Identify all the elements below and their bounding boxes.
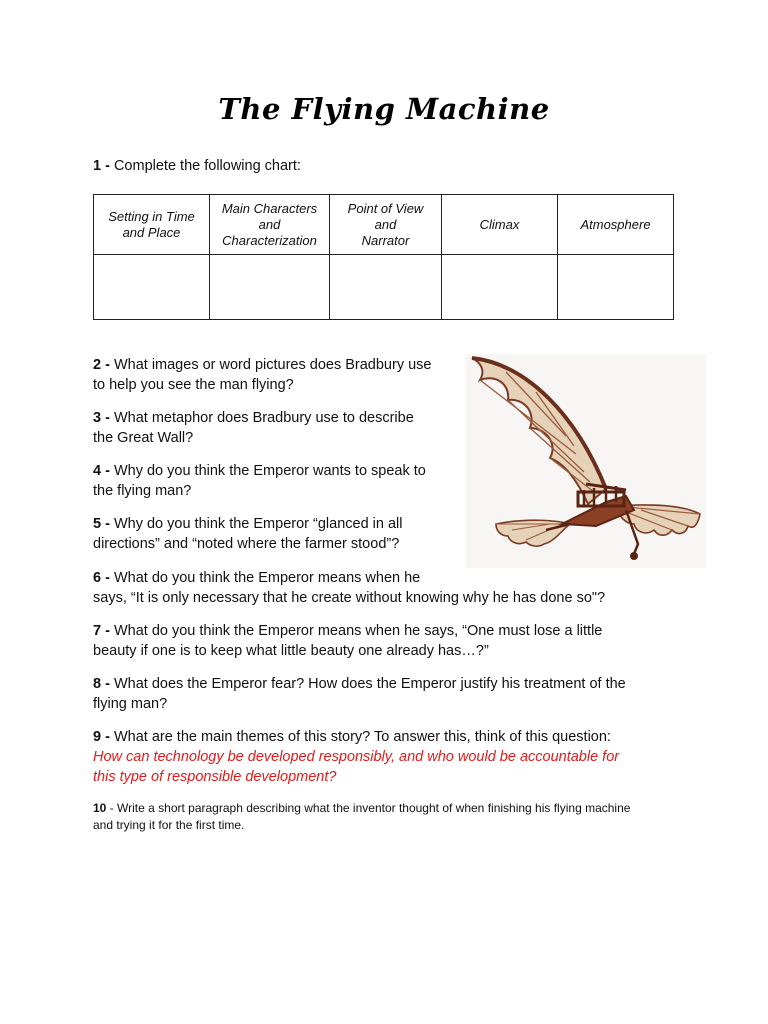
- chart-cell-setting[interactable]: [94, 255, 210, 320]
- flying-machine-illustration: [466, 354, 706, 568]
- chart-answer-row: [94, 255, 674, 320]
- guiding-question: How can technology be developed responsibly, and who would be accountable for: [93, 749, 620, 765]
- question-5: 5 - Why do you think the Emperor “glanced in all directions” and “noted where the farmer stood”?: [93, 516, 403, 552]
- question-8: 8 - What does the Emperor fear? How does the Emperor justify his treatment of the flying man?: [93, 676, 626, 712]
- chart-header-row: [94, 195, 674, 255]
- question-7: 7 - What do you think the Emperor means when he says, “One must lose a little beauty if one is to keep what little beauty one already has…?”: [93, 623, 603, 659]
- question-number: 1 -: [93, 158, 110, 174]
- chart-header-setting: Setting in Time and Place: [94, 195, 210, 255]
- chart-cell-climax[interactable]: [442, 255, 558, 320]
- chart-cell-point-of-view[interactable]: [330, 255, 442, 320]
- question-10: 10 - Write a short paragraph describing what the inventor thought of when finishing his flying machine and trying it for the first time.: [93, 801, 631, 832]
- chart-cell-characters[interactable]: [210, 255, 330, 320]
- question-3: 3 - What metaphor does Bradbury use to describe the Great Wall?: [93, 410, 414, 446]
- question-6: 6 - What do you think the Emperor means when he says, “It is only necessary that he create without knowing why he has done so"?: [93, 570, 606, 606]
- question-2: 2 - What images or word pictures does Bradbury use to help you see the man flying?: [93, 357, 432, 393]
- chart-header-point-of-view: Point of View and Narrator: [330, 195, 442, 255]
- guiding-question-continued: this type of responsible development?: [93, 769, 337, 785]
- question-1: [93, 156, 301, 176]
- chart-header-characters: Main Characters and Characterization: [210, 195, 330, 255]
- chart-header-climax: Climax: [442, 195, 558, 255]
- page-title: The Flying Machine: [218, 92, 550, 126]
- chart-header-atmosphere: Atmosphere: [558, 195, 674, 255]
- chart-cell-atmosphere[interactable]: [558, 255, 674, 320]
- question-4: 4 - Why do you think the Emperor wants to speak to the flying man?: [93, 463, 426, 499]
- question-9: 9 - What are the main themes of this story? To answer this, think of this question: How can technology be developed responsibly, and who would be accountable for this type of responsible development?: [93, 729, 620, 785]
- story-elements-chart: [93, 194, 674, 320]
- question-text: Complete the following chart:: [109, 158, 301, 174]
